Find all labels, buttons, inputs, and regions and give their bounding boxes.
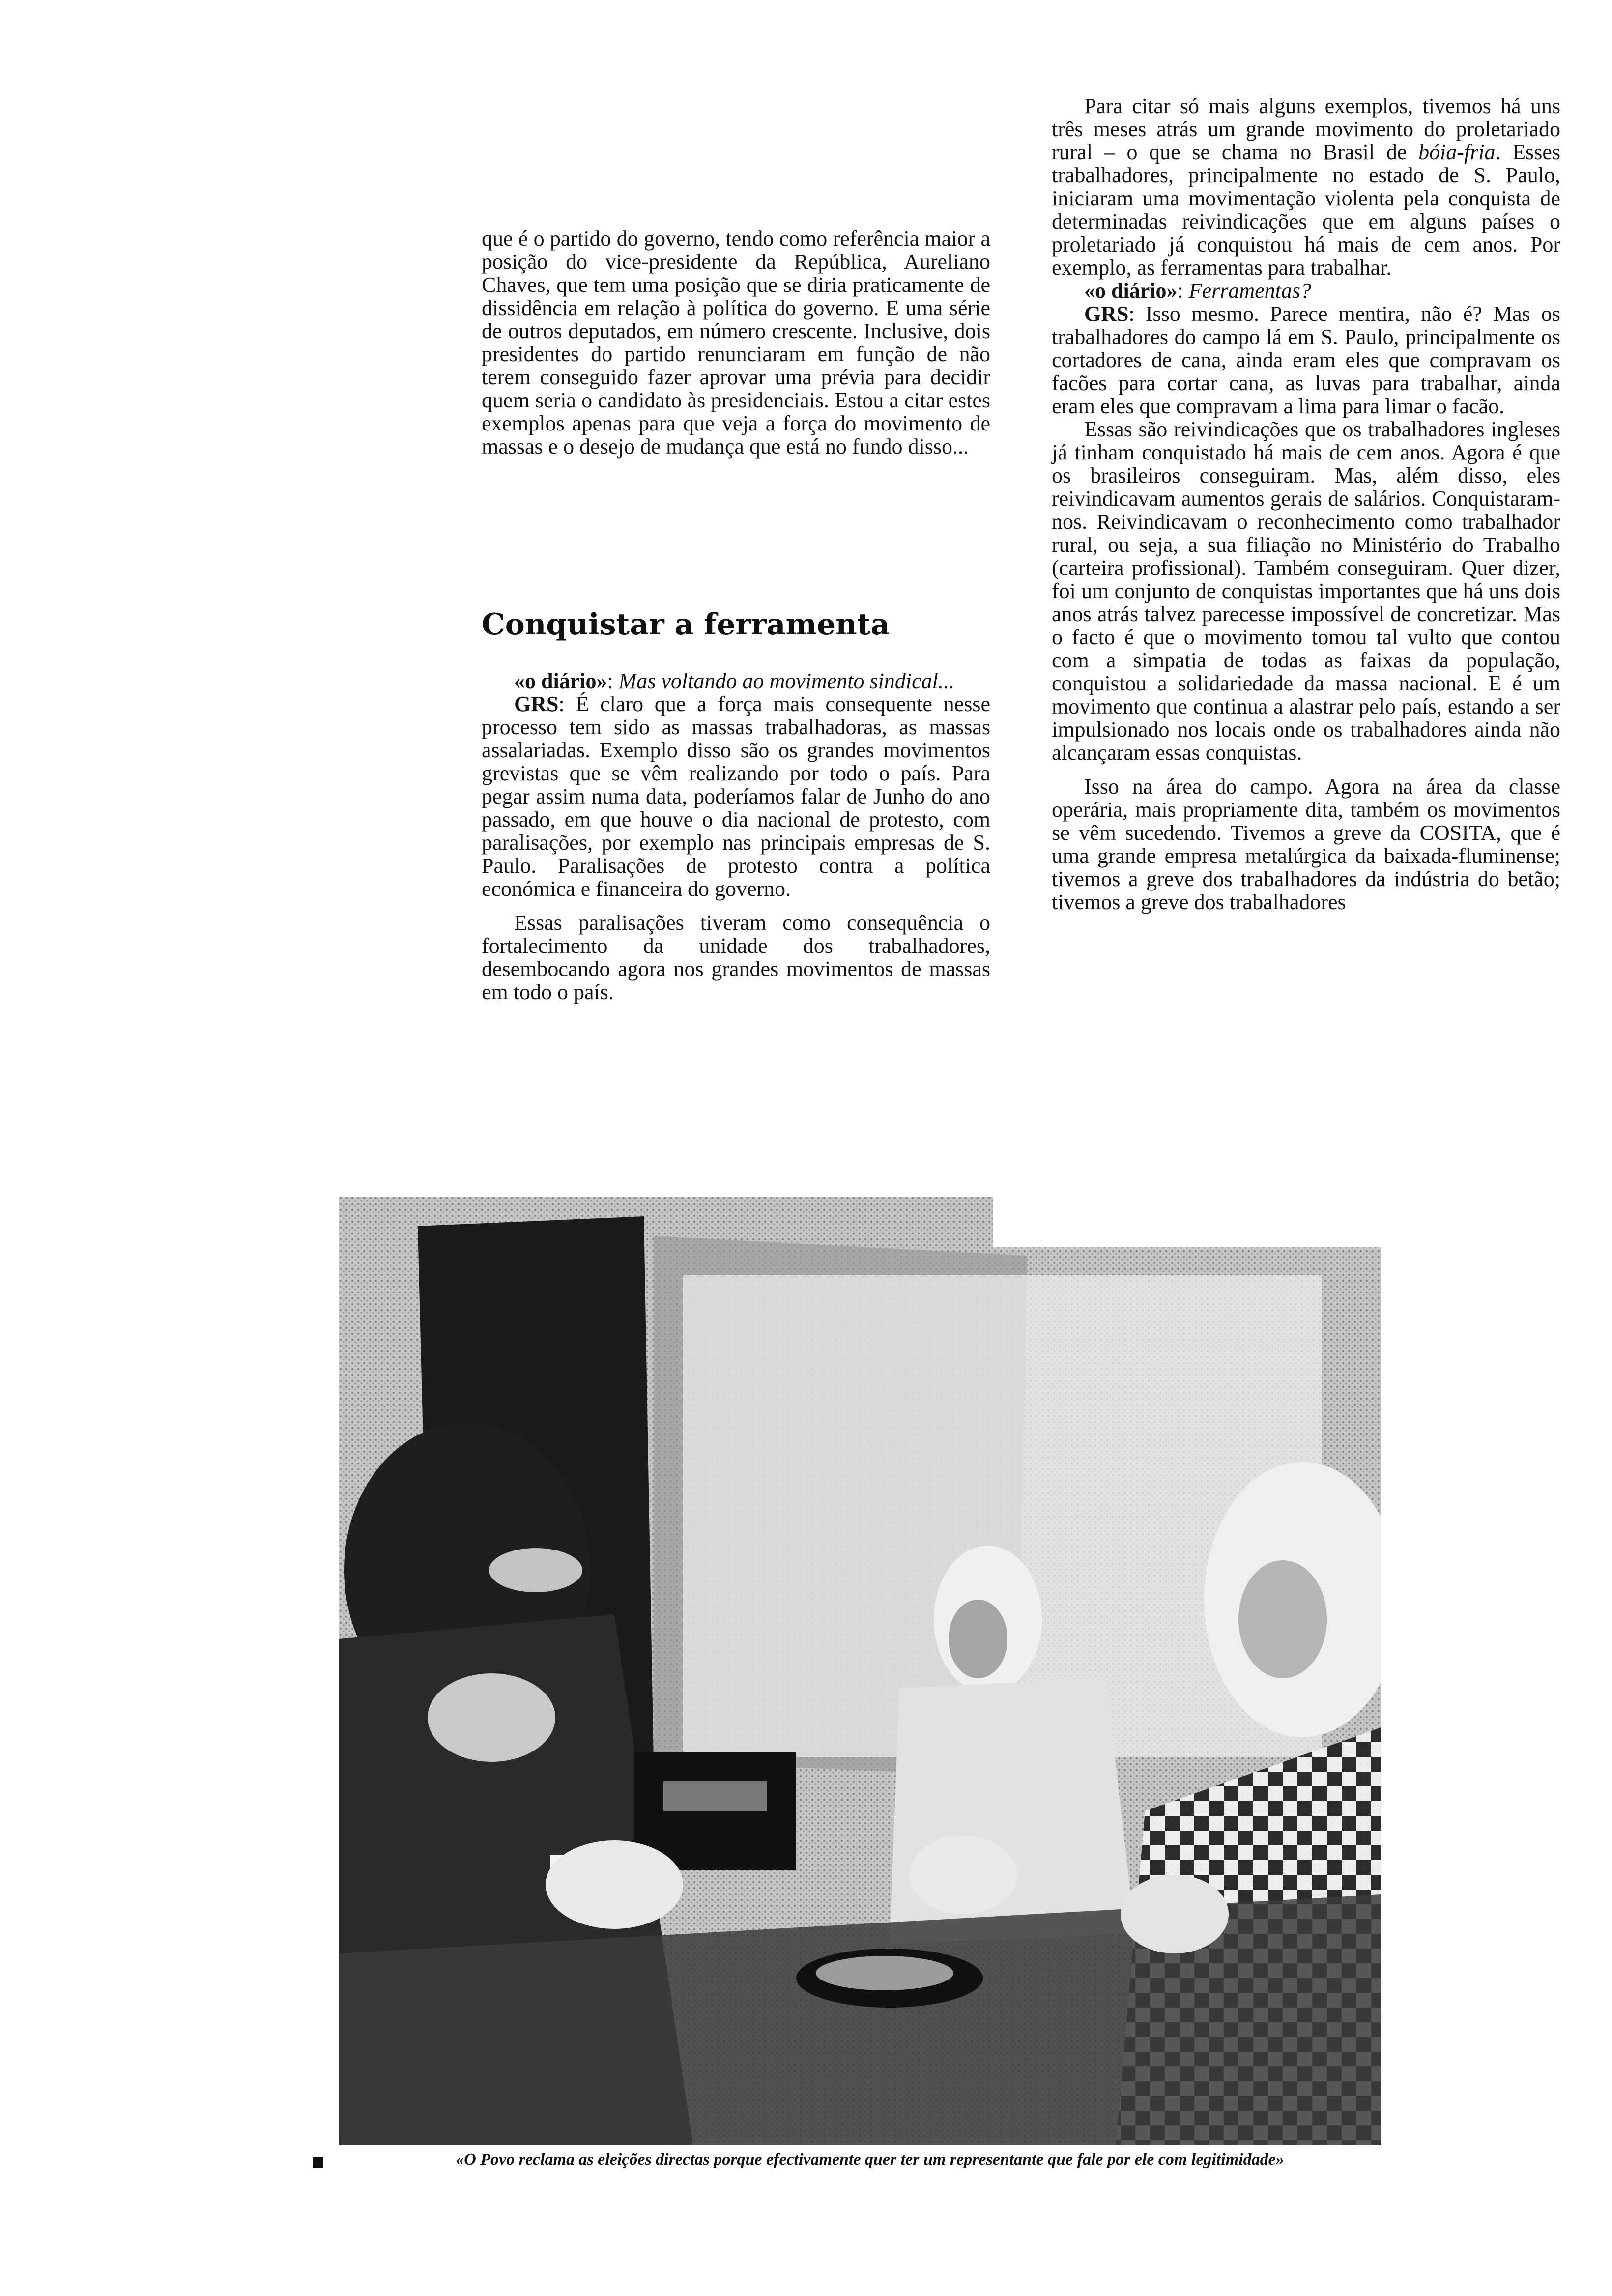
speaker-label: «o diário» (1084, 279, 1178, 303)
question-text: Ferramentas? (1188, 279, 1311, 303)
answer-paragraph: GRS: Isso mesmo. Parece mentira, não é? Mas os trabalhadores do campo lá em S. Paulo, principalmente os cortadores de cana, ainda eram eles que compravam os facões para cortar cana, as luvas para trabalhar, ainda eram eles que compravam a lima para limar o facão. (1052, 302, 1560, 418)
answer-text: Isso mesmo. Parece mentira, não é? Mas os trabalhadores do campo lá em S. Paulo, principalmente os cortadores de cana, ainda eram eles que compravam os facões para cortar cana, as luvas para trabalhar, ainda eram eles que compravam a lima para limar o facão. (1052, 302, 1560, 418)
speaker-label: GRS (514, 692, 559, 716)
photo-corner-mask (993, 1189, 1386, 1247)
interviewer-question: «o diário»: Mas voltando ao movimento sindical... (514, 669, 954, 693)
photo-image (339, 1197, 1381, 2145)
interviewer-question: «o diário»: Ferramentas? (1084, 279, 1311, 303)
italic-term: bóia-fria (1418, 140, 1496, 164)
answer-paragraph: GRS: É claro que a força mais consequente nesse processo tem sido as massas trabalhadoras, as massas assalariadas. Exemplo disso são os grandes movimentos grevistas que se vêm realizando por todo o país. Para pegar assim numa data, poderíamos falar de Junho do ano passado, em que houve o dia nacional de protesto, com paralisações, por exemplo nas principais empresas de S. Paulo. Paralisações de protesto contra a política económica e financeira do governo. (482, 692, 990, 901)
speaker-label: «o diário» (514, 669, 607, 693)
text-run: . Esses trabalhadores, principalmente no estado de S. Paulo, iniciaram uma movimentação violenta pela conquista de determinadas reivindicações que em alguns países o proletariado já conquistou há mais de cem anos. Por exemplo, as ferramentas para trabalhar. (1052, 140, 1560, 280)
caption-bullet (313, 2157, 323, 2168)
photo-caption: «O Povo reclama as eleições directas porque efectivamente quer ter um representante que fale por ele com legitimidade» (456, 2151, 1284, 2169)
right-column (1052, 94, 1560, 914)
paragraph: Essas paralisações tiveram como consequência o fortalecimento da unidade dos trabalhadores, desembocando agora nos grandes movimentos de massas em todo o país. (482, 911, 990, 1004)
paragraph: Isso na área do campo. Agora na área da classe operária, mais propriamente dita, também os movimentos se vêm sucedendo. Tivemos a greve da COSITA, que é uma grande empresa metalúrgica da baixada-fluminense; tivemos a greve dos trabalhadores da indústria do betão; tivemos a greve dos trabalhadores (1052, 775, 1560, 914)
photo (339, 1197, 1381, 2145)
paragraph (1052, 94, 1560, 279)
left-column-top (482, 227, 990, 458)
left-column-bottom (482, 669, 990, 1004)
answer-text: É claro que a força mais consequente nesse processo tem sido as massas trabalhadoras, as massas assalariadas. Exemplo disso são os grandes movimentos grevistas que se vêm realizando por todo o país. Para pegar assim numa data, poderíamos falar de Junho do ano passado, em que houve o dia nacional de protesto, com paralisações, por exemplo nas principais empresas de S. Paulo. Paralisações de protesto contra a política económica e financeira do governo. (482, 692, 990, 901)
speaker-label: GRS (1084, 302, 1129, 326)
paragraph: Essas são reivindicações que os trabalhadores ingleses já tinham conquistado há mais de cem anos. Agora é que os brasileiros conseguiram. Mas, além disso, eles reivindicavam aumentos gerais de salários. Conquistaram-nos. Reivindicavam o reconhecimento como trabalhador rural, ou seja, a sua filiação no Ministério do Trabalho (carteira profissional). Também conseguiram. Quer dizer, foi um conjunto de conquistas importantes que há uns dois anos atrás talvez parecesse impossível de concretizar. Mas o facto é que o movimento tomou tal vulto que contou com a simpatia de todas as faixas da população, conquistou a solidariedade da massa nacional. E é um movimento que continua a alastrar pelo país, estando a ser impulsionado nos locais onde os trabalhadores ainda não alcançaram essas conquistas. (1052, 417, 1560, 765)
question-text: Mas voltando ao movimento sindical... (618, 669, 954, 693)
section-heading: Conquistar a ferramenta (482, 607, 890, 642)
text-run: Para citar só mais alguns exemplos, tivemos há uns três meses atrás um grande movimento do proletariado rural – o que se chama no Brasil de (1052, 94, 1560, 164)
paragraph: que é o partido do governo, tendo como referência maior a posição do vice-presidente da República, Aureliano Chaves, que tem uma posição que se diria praticamente de dissidência em relação à política do governo. E uma série de outros deputados, em número crescente. Inclusive, dois presidentes do partido renunciaram em função de não terem conseguido fazer aprovar uma prévia para decidir quem seria o candidato às presidenciais. Estou a citar estes exemplos apenas para que veja a força do movimento de massas e o desejo de mudança que está no fundo disso... (482, 227, 990, 459)
